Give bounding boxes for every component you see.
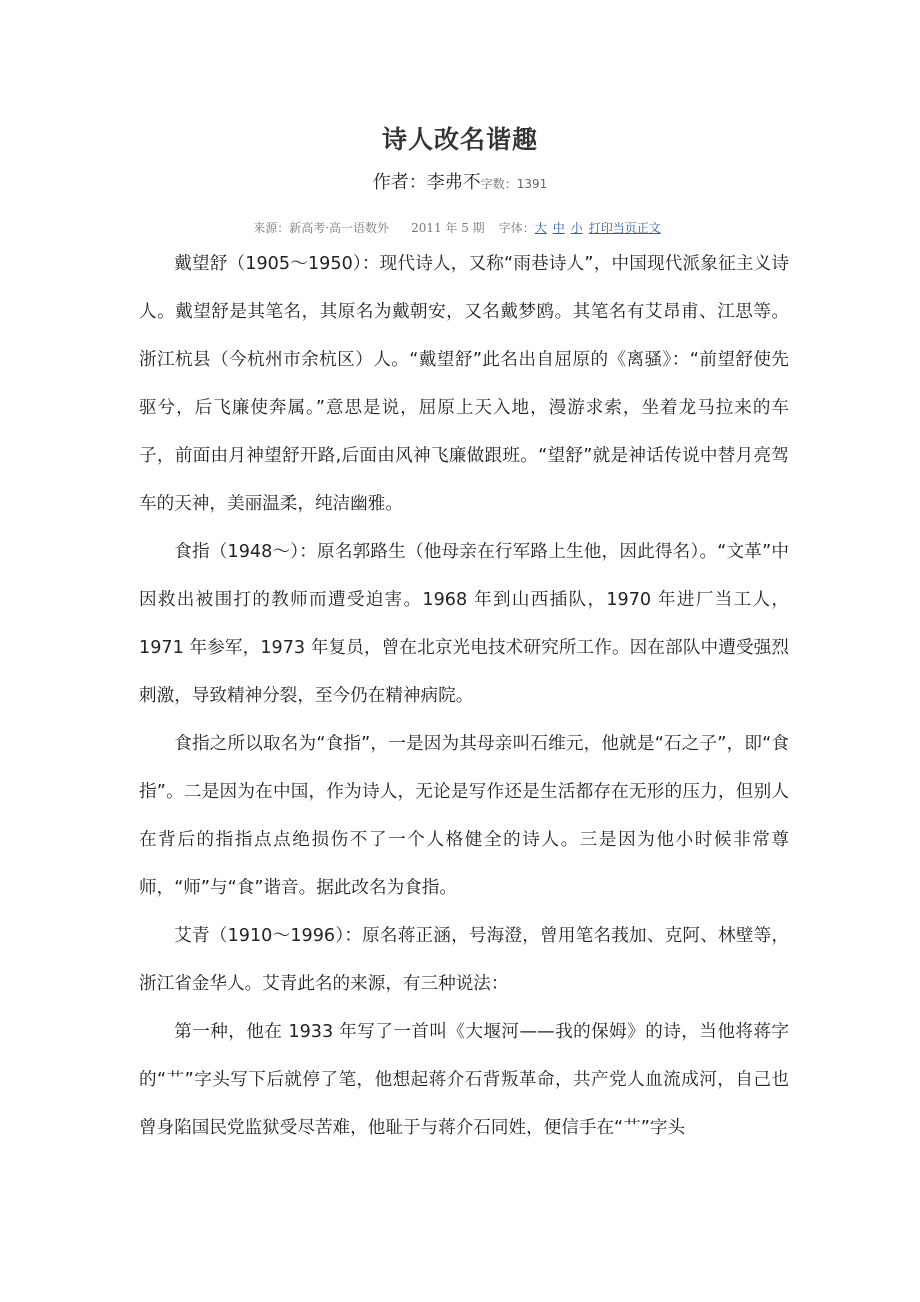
byline	[0, 168, 920, 194]
paragraph-dai-wangshu: 戴望舒（1905～1950）：现代诗人，又称“雨巷诗人”，中国现代派象征主义诗人。戴望舒是其笔名，其原名为戴朝安，又名戴梦鸥。其笔名有艾昂甫、江思等。浙江杭县（今杭州市余杭区）人。“戴望舒”此名出自屈原的《离骚》：“前望舒使先驱兮，后飞廉使奔属。”意思是说，屈原上天入地，漫游求索，坐着龙马拉来的车子，前面由月神望舒开路,后面由风神飞廉做跟班。“望舒”就是神话传说中替月亮驾车的天神，美丽温柔，纯洁幽雅。	[139, 254, 789, 514]
paragraph-ai-qing-origin: 第一种，他在 1933 年写了一首叫《大堰河——我的保姆》的诗，当他将蒋字的“艹”字头写下后就停了笔，他想起蒋介石背叛革命，共产党人血流成河，自己也曾身陷国民党监狱受尽苦难，他耻于与蒋介石同姓，便信手在“艹”字头	[139, 1022, 789, 1138]
source-text: 来源：新高考·高一语数外	[253, 221, 390, 235]
article-title: 诗人改名谐趣	[381, 125, 538, 154]
paragraph-shizhi-name: 食指之所以取名为“食指”，一是因为其母亲叫石维元，他就是“石之子”，即“食指”。二是因为在中国，作为诗人，无论是写作还是生活都存在无形的压力，但别人在背后的指指点点绝损伤不了一个人格健全的诗人。三是因为他小时候非常尊师，“师”与“食”谐音。据此改名为食指。	[139, 734, 789, 898]
font-size-label: 字体：	[498, 221, 535, 235]
article-body	[139, 240, 789, 1152]
paragraph-ai-qing-bio: 艾青（1910～1996）：原名蒋正涵，号海澄，曾用笔名莪加、克阿、林壁等，浙江省金华人。艾青此名的来源，有三种说法：	[139, 926, 789, 994]
font-large-link[interactable]: 大	[534, 221, 547, 235]
meta-bar	[0, 219, 920, 236]
wordcount-label: 字数：	[480, 177, 517, 191]
issue-text: 2011 年 5 期	[411, 221, 485, 235]
font-medium-link[interactable]: 中	[552, 221, 565, 235]
print-page-link[interactable]: 打印当页正文	[588, 221, 661, 235]
font-small-link[interactable]: 小	[570, 221, 583, 235]
wordcount-value: 1391	[516, 177, 548, 191]
author-name: 李弗不	[426, 172, 481, 193]
paragraph-shizhi-bio: 食指（1948～）：原名郭路生（他母亲在行军路上生他，因此得名）。“文革”中因救出被围打的教师而遭受迫害。1968 年到山西插队，1970 年进厂当工人，1971 年参军，1973 年复员，曾在北京光电技术研究所工作。因在部队中遭受强烈刺激，导致精神分裂，至今仍在精神病院。	[139, 542, 789, 706]
author-label: 作者：	[372, 172, 427, 193]
